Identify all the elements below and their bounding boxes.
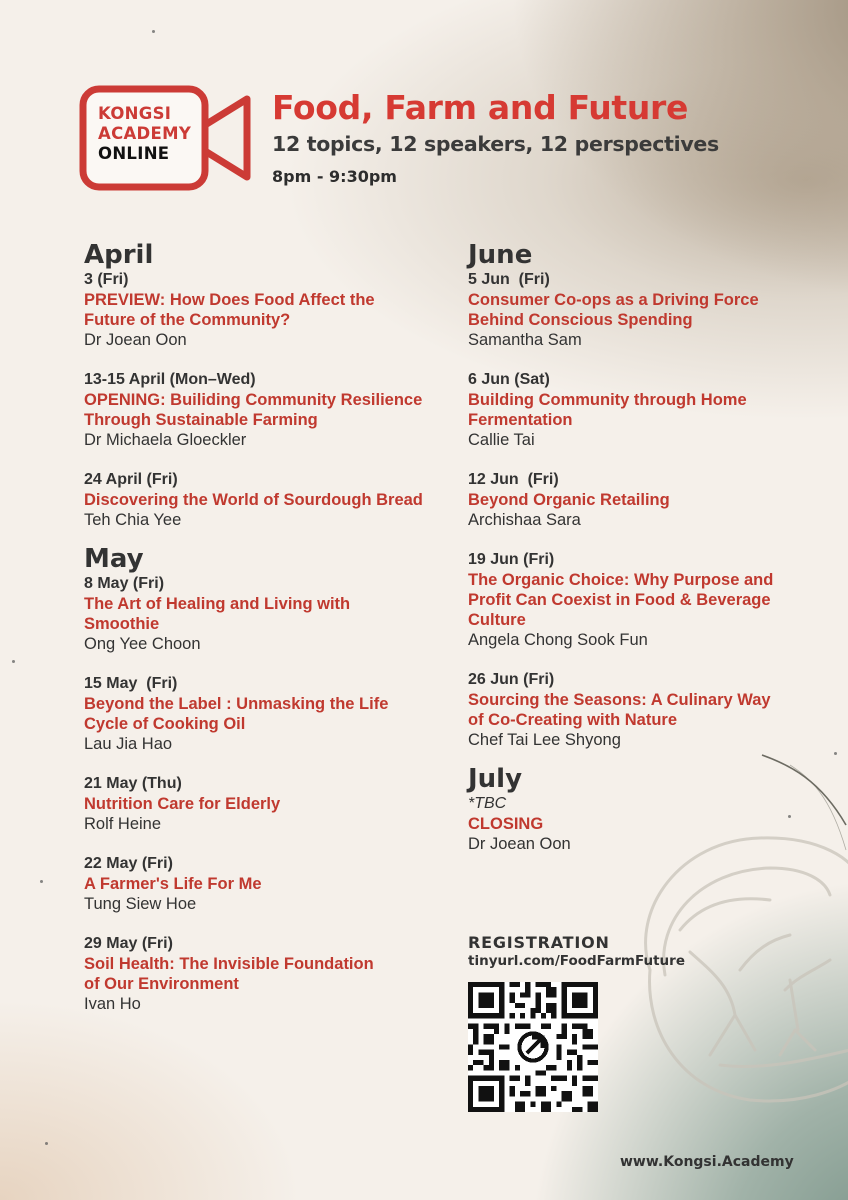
month-july bbox=[468, 764, 818, 854]
event-topic-line: The Organic Choice: Why Purpose and bbox=[468, 571, 774, 589]
event-topic-line: Nutrition Care for Elderly bbox=[84, 795, 281, 813]
logo-text bbox=[98, 104, 191, 164]
event-topic bbox=[468, 490, 818, 510]
month-heading: July bbox=[468, 764, 523, 794]
month-heading: May bbox=[84, 544, 144, 574]
event-item bbox=[84, 470, 454, 530]
event-speaker: Archishaa Sara bbox=[468, 511, 581, 529]
event-topic-line: OPENING: Builiding Community Resilience bbox=[84, 391, 423, 409]
event-date: 6 Jun (Sat) bbox=[468, 371, 550, 388]
event-topic bbox=[468, 570, 818, 630]
month-heading: April bbox=[84, 240, 154, 270]
event-topic-line: CLOSING bbox=[468, 815, 544, 833]
event-date: 19 Jun (Fri) bbox=[468, 551, 555, 568]
event-time: 8pm - 9:30pm bbox=[272, 167, 397, 186]
event-topic-line: Culture bbox=[468, 611, 526, 629]
event-topic bbox=[468, 390, 818, 430]
event-speaker: Rolf Heine bbox=[84, 815, 162, 833]
event-speaker: Tung Siew Hoe bbox=[84, 895, 197, 913]
event-date: 13-15 April (Mon–Wed) bbox=[84, 371, 256, 388]
event-topic-line: Beyond Organic Retailing bbox=[468, 491, 670, 509]
event-date: 22 May (Fri) bbox=[84, 855, 173, 872]
event-speaker: Angela Chong Sook Fun bbox=[468, 631, 648, 649]
event-item bbox=[468, 670, 818, 750]
event-topic bbox=[84, 794, 454, 814]
logo-line-2: ACADEMY bbox=[98, 124, 192, 143]
event-speaker: Chef Tai Lee Shyong bbox=[468, 731, 621, 749]
event-speaker: Callie Tai bbox=[468, 431, 535, 449]
event-item bbox=[468, 270, 818, 350]
event-topic-line: Soil Health: The Invisible Foundation bbox=[84, 955, 374, 973]
event-topic-line: of Our Environment bbox=[84, 975, 239, 993]
speck bbox=[12, 660, 15, 663]
event-topic bbox=[84, 954, 454, 994]
event-date: 12 Jun (Fri) bbox=[468, 471, 559, 488]
event-topic-line: Consumer Co-ops as a Driving Force bbox=[468, 291, 759, 309]
event-topic-line: Beyond the Label : Unmasking the Life bbox=[84, 695, 389, 713]
event-topic-line: Through Sustainable Farming bbox=[84, 411, 318, 429]
event-topic bbox=[468, 290, 818, 330]
event-topic-line: Future of the Community? bbox=[84, 311, 291, 329]
event-topic-line: Profit Can Coexist in Food & Beverage bbox=[468, 591, 771, 609]
event-speaker: Dr Joean Oon bbox=[468, 835, 571, 853]
event-topic bbox=[84, 290, 454, 330]
event-date: *TBC bbox=[468, 795, 507, 812]
event-topic bbox=[84, 874, 454, 894]
event-date: 3 (Fri) bbox=[84, 271, 129, 288]
event-topic bbox=[84, 594, 454, 634]
event-topic-line: A Farmer's Life For Me bbox=[84, 875, 262, 893]
event-topic-line: PREVIEW: How Does Food Affect the bbox=[84, 291, 375, 309]
event-speaker: Ivan Ho bbox=[84, 995, 141, 1013]
speck bbox=[152, 30, 155, 33]
event-item bbox=[468, 470, 818, 530]
event-item bbox=[84, 774, 454, 834]
event-topic bbox=[468, 814, 818, 834]
event-topic-line: Fermentation bbox=[468, 411, 573, 429]
month-june bbox=[468, 240, 818, 750]
speck bbox=[45, 1142, 48, 1145]
event-item bbox=[84, 574, 454, 654]
event-topic bbox=[84, 390, 454, 430]
event-date: 29 May (Fri) bbox=[84, 935, 173, 952]
schedule-left-column bbox=[84, 240, 454, 1034]
event-topic bbox=[468, 690, 818, 730]
event-speaker: Dr Michaela Gloeckler bbox=[84, 431, 247, 449]
speck bbox=[40, 880, 43, 883]
event-item bbox=[468, 370, 818, 450]
event-speaker: Lau Jia Hao bbox=[84, 735, 173, 753]
month-may bbox=[84, 544, 454, 1014]
event-item bbox=[84, 674, 454, 754]
logo-line-3: ONLINE bbox=[98, 144, 170, 163]
schedule-right-column bbox=[468, 240, 818, 874]
event-topic-line: Cycle of Cooking Oil bbox=[84, 715, 246, 733]
event-topic-line: Discovering the World of Sourdough Bread bbox=[84, 491, 423, 509]
month-april bbox=[84, 240, 454, 530]
event-date: 5 Jun (Fri) bbox=[468, 271, 550, 288]
event-item bbox=[84, 854, 454, 914]
event-speaker: Ong Yee Choon bbox=[84, 635, 201, 653]
website-link[interactable]: www.Kongsi.Academy bbox=[620, 1154, 794, 1170]
qr-code-icon[interactable] bbox=[468, 982, 598, 1112]
month-heading: June bbox=[468, 240, 533, 270]
event-speaker: Dr Joean Oon bbox=[84, 331, 187, 349]
event-item bbox=[84, 270, 454, 350]
event-date: 26 Jun (Fri) bbox=[468, 671, 555, 688]
event-topic-line: Smoothie bbox=[84, 615, 160, 633]
event-item bbox=[468, 794, 818, 854]
event-date: 21 May (Thu) bbox=[84, 775, 182, 792]
event-speaker: Teh Chia Yee bbox=[84, 511, 182, 529]
event-topic-line: Building Community through Home bbox=[468, 391, 747, 409]
registration-heading: REGISTRATION bbox=[468, 933, 610, 952]
event-date: 8 May (Fri) bbox=[84, 575, 165, 592]
event-topic-line: of Co-Creating with Nature bbox=[468, 711, 677, 729]
event-topic-line: Sourcing the Seasons: A Culinary Way bbox=[468, 691, 771, 709]
page-title: Food, Farm and Future bbox=[272, 88, 689, 127]
event-date: 15 May (Fri) bbox=[84, 675, 178, 692]
registration-link[interactable]: tinyurl.com/FoodFarmFuture bbox=[468, 953, 685, 969]
page-subtitle: 12 topics, 12 speakers, 12 perspectives bbox=[272, 132, 719, 156]
event-item bbox=[84, 934, 454, 1014]
event-topic bbox=[84, 694, 454, 734]
event-date: 24 April (Fri) bbox=[84, 471, 178, 488]
event-item bbox=[84, 370, 454, 450]
event-topic-line: Behind Conscious Spending bbox=[468, 311, 693, 329]
event-topic bbox=[84, 490, 454, 510]
logo-line-1: KONGSI bbox=[98, 104, 172, 123]
event-item bbox=[468, 550, 818, 650]
event-topic-line: The Art of Healing and Living with bbox=[84, 595, 351, 613]
event-speaker: Samantha Sam bbox=[468, 331, 582, 349]
